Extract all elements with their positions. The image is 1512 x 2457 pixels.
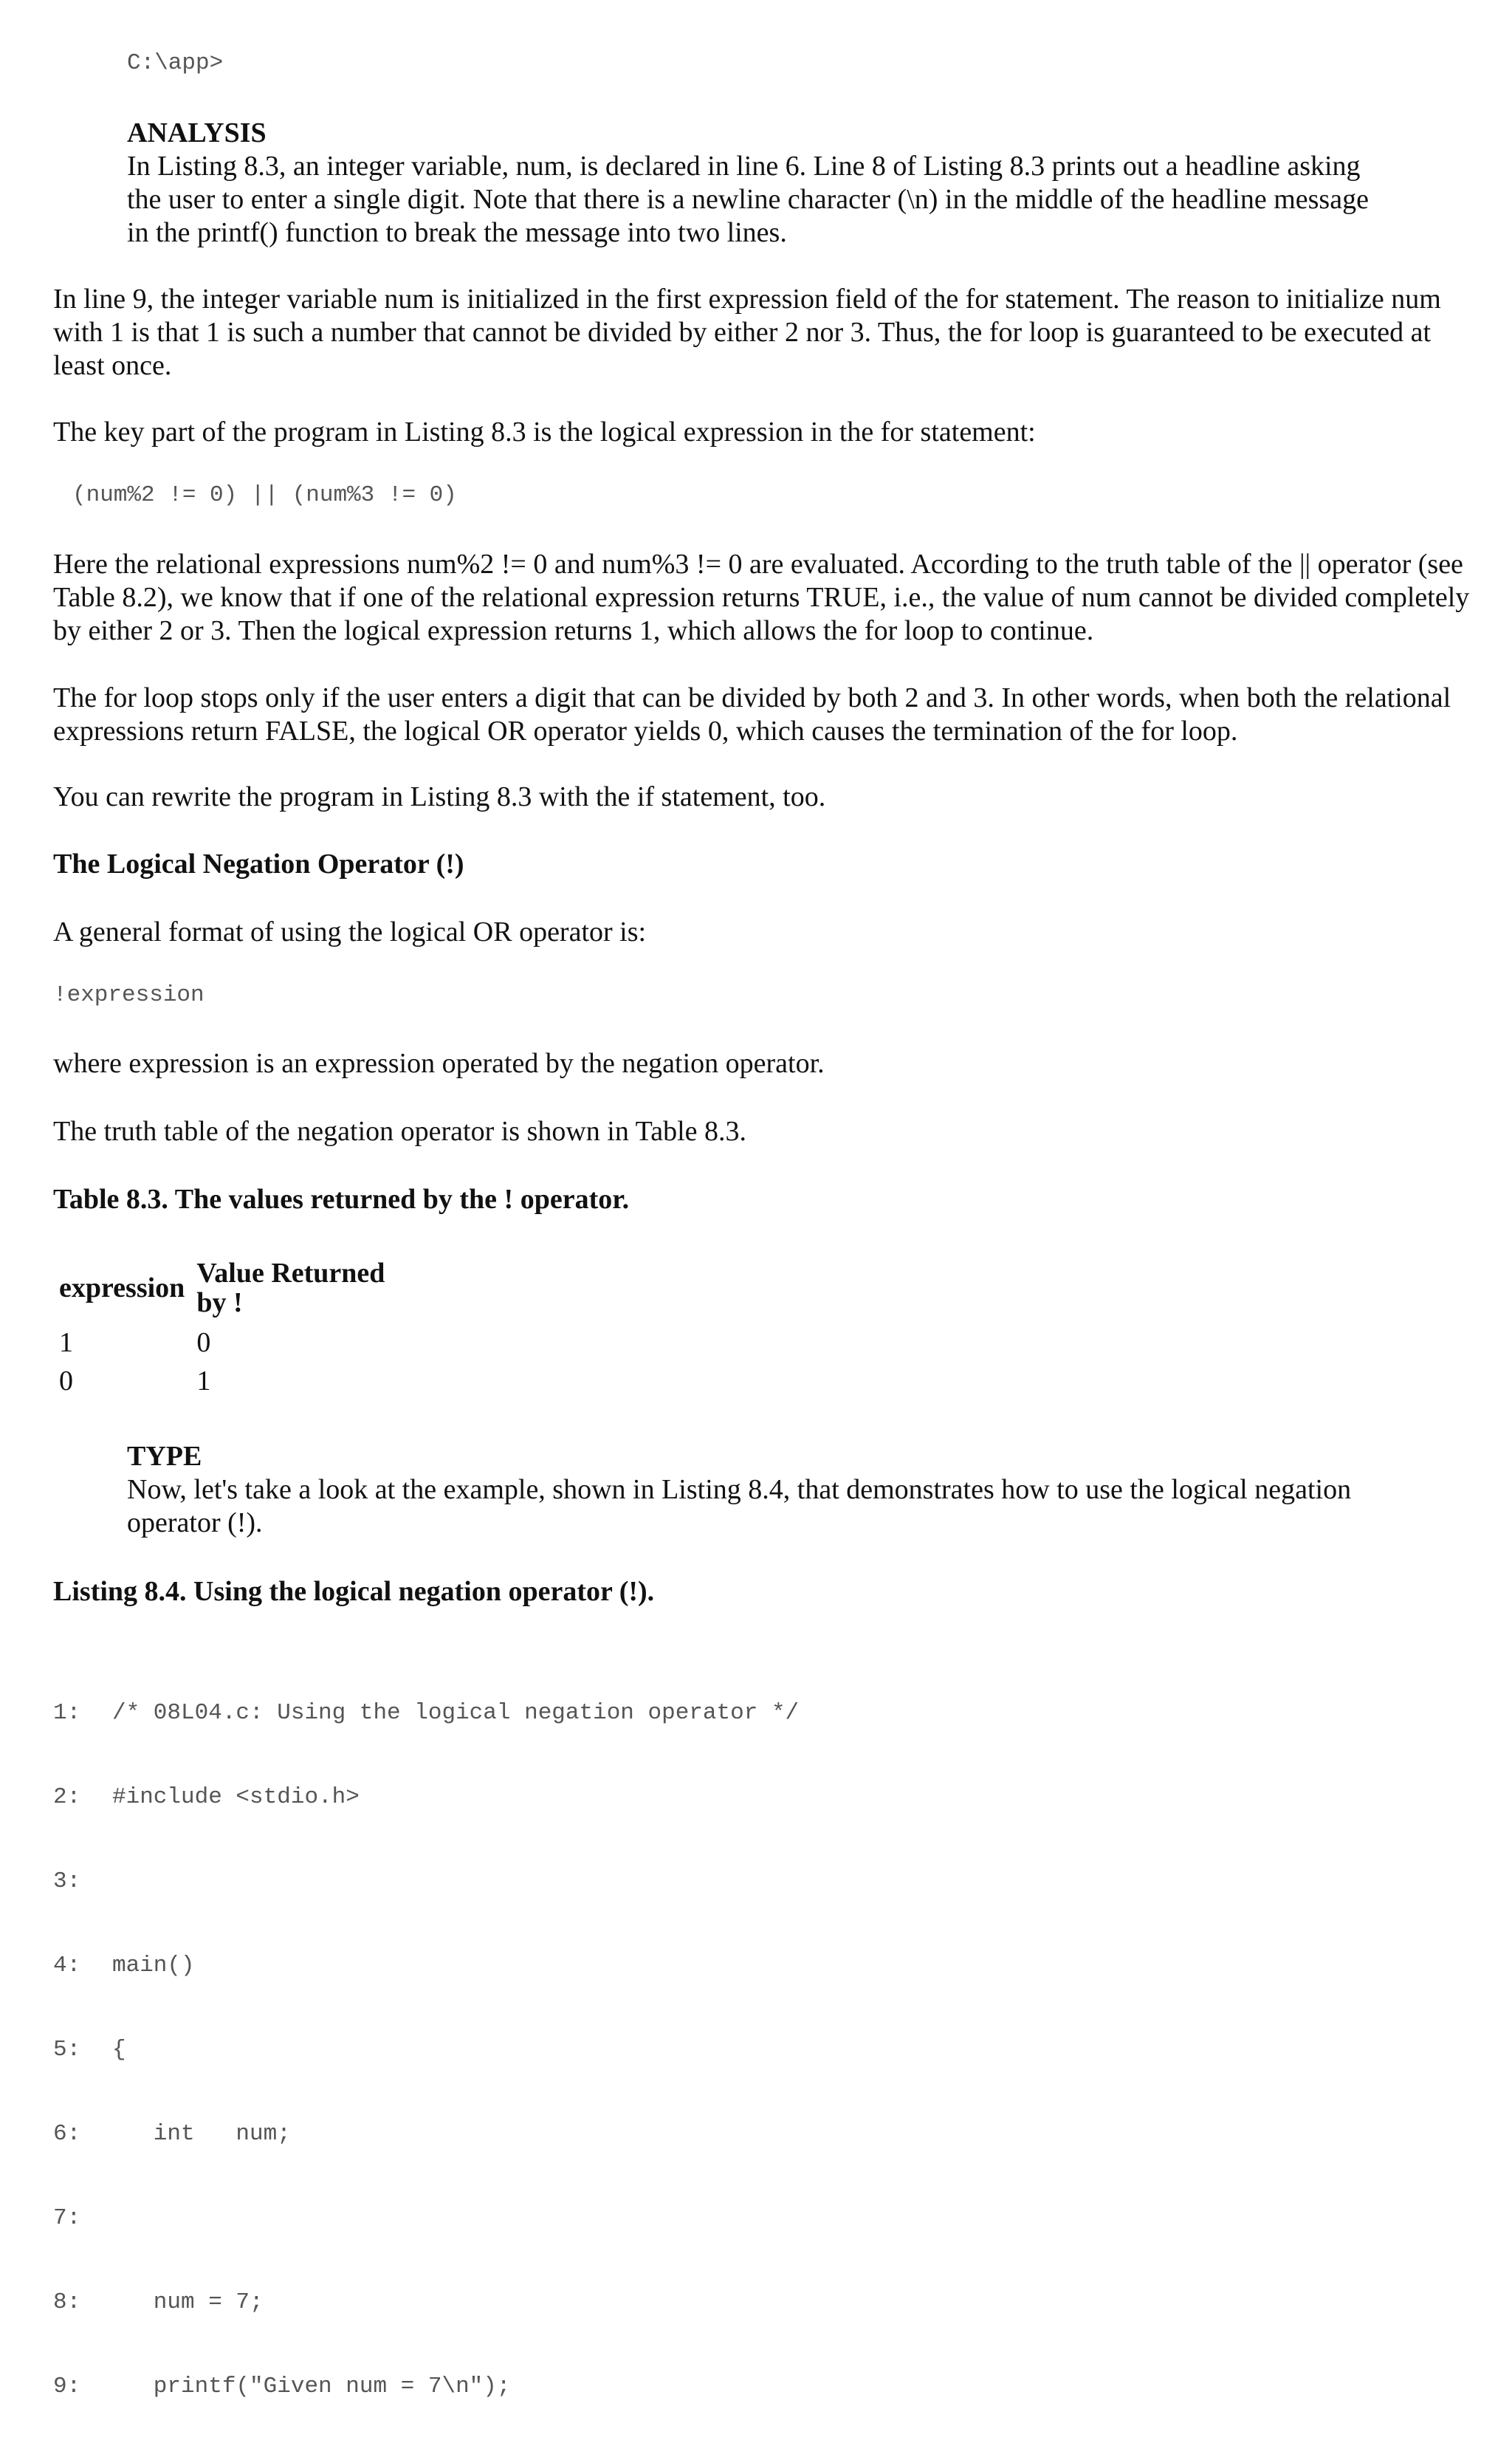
- paragraph-key-part: The key part of the program in Listing 8.3 is the logical expression in the for statement:: [53, 417, 1036, 448]
- paragraph-truth-table-ref: The truth table of the negation operator is shown in Table 8.3.: [53, 1116, 747, 1147]
- line-number: 4:: [53, 1953, 81, 1978]
- paragraph-loop-stops: The for loop stops only if the user enters a digit that can be divided by both 2 and 3. In other words, when both the relational expressions return FALSE, the logical OR operator yields 0, which causes the termination of the for loop.: [53, 682, 1451, 747]
- code-negation-format: !expression: [53, 982, 205, 1008]
- analysis-block: [127, 117, 1382, 250]
- paragraph-where-expression: where expression is an expression operated by the negation operator.: [53, 1048, 825, 1079]
- code-line: [53, 2120, 799, 2148]
- line-number: 2:: [53, 1784, 81, 1810]
- code-listing: [53, 1643, 799, 2457]
- paragraph-rewrite: You can rewrite the program in Listing 8.3 with the if statement, too.: [53, 781, 826, 812]
- code-text: /* 08L04.c: Using the logical negation operator */: [112, 1700, 800, 1726]
- line-number: 6:: [53, 2121, 81, 2147]
- code-text: main(): [112, 1953, 195, 1978]
- code-line: [53, 1868, 799, 1896]
- line-number: 9:: [53, 2374, 81, 2399]
- code-text: {: [112, 2037, 126, 2063]
- code-line: [53, 1783, 799, 1812]
- code-line: [53, 2289, 799, 2317]
- table-row: [53, 1362, 409, 1400]
- code-logical-expression: (num%2 != 0) || (num%3 != 0): [72, 482, 457, 508]
- type-block: [127, 1440, 1382, 1540]
- code-line: [53, 2036, 799, 2064]
- truth-table: [53, 1255, 409, 1400]
- code-text: printf("Given num = 7\n");: [112, 2374, 511, 2399]
- command-prompt: C:\app>: [127, 50, 224, 76]
- listing-caption: Listing 8.4. Using the logical negation operator (!).: [53, 1576, 655, 1607]
- paragraph-for-init: In line 9, the integer variable num is initialized in the first expression field of the for statement. The reason to initialize num with 1 is that 1 is such a number that cannot be divided by either 2 nor 3. Thus, the for loop is guaranteed to be executed at least once.: [53, 284, 1441, 381]
- paragraph-general-format: A general format of using the logical OR operator is:: [53, 916, 647, 947]
- table-caption: Table 8.3. The values returned by the ! operator.: [53, 1184, 630, 1215]
- line-number: 5:: [53, 2037, 81, 2063]
- table-cell: 0: [196, 1327, 211, 1358]
- table-row: [53, 1323, 409, 1362]
- table-header-value-returned: Value Returned by !: [196, 1258, 385, 1318]
- analysis-text: In Listing 8.3, an integer variable, num, is declared in line 6. Line 8 of Listing 8.3 prints out a headline asking the user to enter a single digit. Note that there is a newline character (\n) in the middle of the headline message in the printf() function to break the message into two lines.: [127, 151, 1369, 248]
- type-text: Now, let's take a look at the example, shown in Listing 8.4, that demonstrates how to use the logical negation operator (!).: [127, 1474, 1352, 1538]
- line-number: 8:: [53, 2289, 81, 2315]
- section-heading: The Logical Negation Operator (!): [53, 849, 464, 880]
- table-cell: 1: [196, 1365, 211, 1397]
- table-header-expression: expression: [59, 1272, 185, 1303]
- line-number: 1:: [53, 1700, 81, 1726]
- table-header-row: [53, 1255, 409, 1323]
- code-line: [53, 2373, 799, 2401]
- code-line: [53, 1699, 799, 1727]
- type-label: TYPE: [127, 1441, 202, 1472]
- code-line: [53, 2204, 799, 2232]
- code-text: #include <stdio.h>: [112, 1784, 360, 1810]
- table-cell: 1: [59, 1327, 73, 1358]
- code-text: num = 7;: [112, 2289, 264, 2315]
- code-line: [53, 1952, 799, 1980]
- line-number: 7:: [53, 2205, 81, 2231]
- paragraph-relational: Here the relational expressions num%2 != 0 and num%3 != 0 are evaluated. According to the truth table of the || operator (see Table 8.2), we know that if one of the relational expression returns TRUE, i.e., the value of num cannot be divided completely by either 2 or 3. Then the logical expression returns 1, which allows the for loop to continue.: [53, 549, 1470, 646]
- line-number: 3:: [53, 1868, 81, 1894]
- table-cell: 0: [59, 1365, 73, 1397]
- code-text: int num;: [112, 2121, 291, 2147]
- analysis-label: ANALYSIS: [127, 117, 267, 148]
